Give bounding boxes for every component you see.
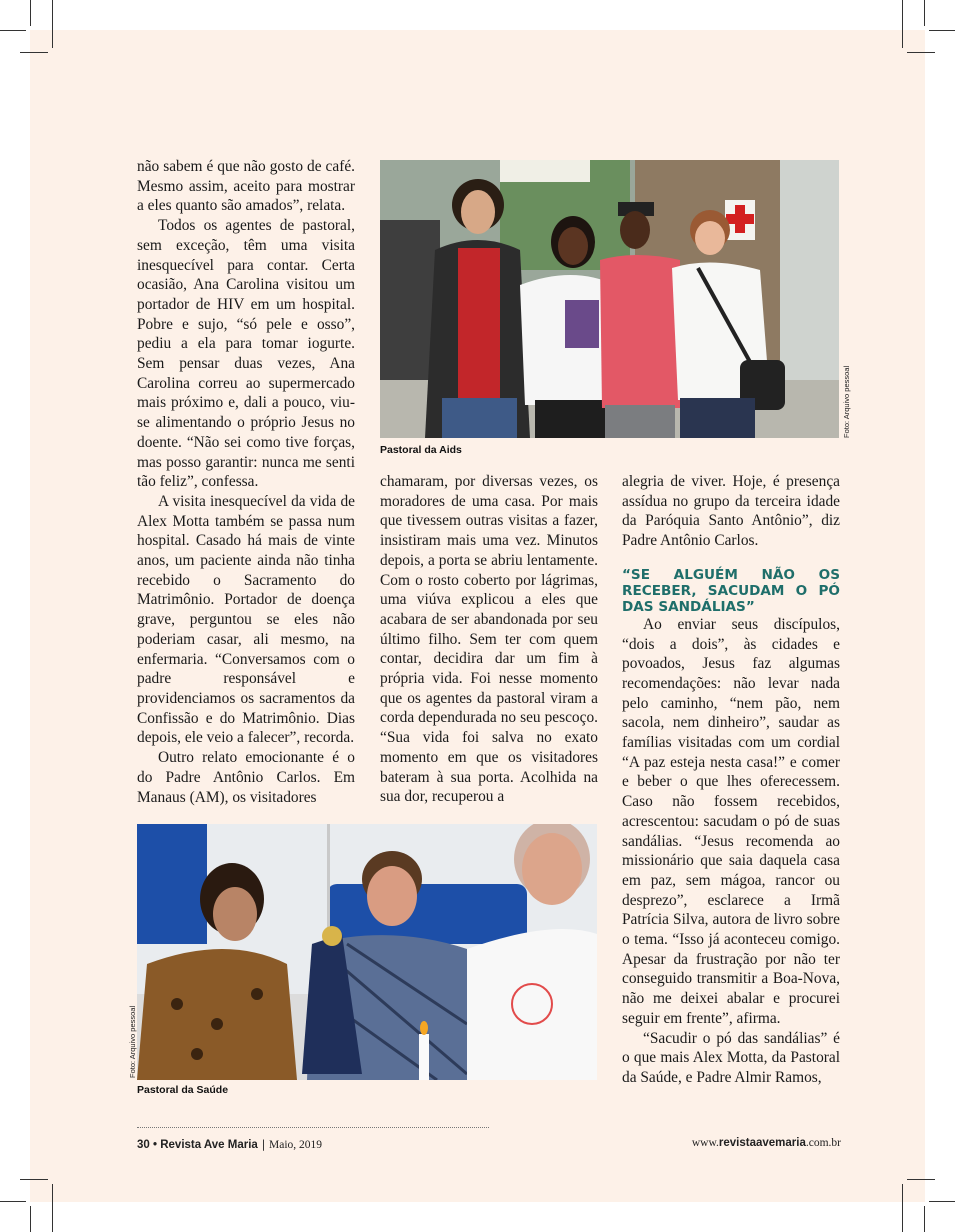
- crop-mark: [52, 1184, 53, 1232]
- crop-mark: [20, 1179, 48, 1180]
- crop-mark: [30, 1206, 31, 1232]
- text-column-3: [622, 472, 840, 1088]
- crop-mark: [52, 0, 53, 48]
- magazine-name: Revista Ave Maria: [160, 1139, 258, 1151]
- photo-caption: Pastoral da Saúde: [137, 1084, 229, 1096]
- crop-mark: [924, 0, 925, 26]
- crop-mark: [30, 0, 31, 26]
- photo-caption: Pastoral da Aids: [380, 444, 462, 456]
- pipe-separator: |: [257, 1137, 269, 1151]
- crop-mark: [902, 0, 903, 48]
- page-footer-left: [137, 1137, 322, 1151]
- paragraph: Outro relato emocionante é o do Padre Antônio Carlos. Em Manaus (AM), os visitadores: [137, 749, 355, 806]
- crop-mark: [929, 30, 955, 31]
- paragraph: chamaram, por diversas vezes, os moradores de uma casa. Por mais que tivessem outras visitas a fazer, insistiram mais uma vez. Minutos depois, a porta se abriu lentamente. Com o rosto coberto por lágrimas, uma viúva explicou a eles que acabara de ser abandonada por seu último filho. Sem ter com quem contar, decidira dar um fim à própria vida. Foi nesse momento que os agentes da pastoral viram a corda dependurada no seu pescoço. “Sua vida foi salva no exato momento em que os visitadores bateram à sua porta. Acolhida na sua dor, recuperou a: [380, 473, 598, 806]
- issue-date: Maio, 2019: [269, 1139, 323, 1151]
- url-prefix: www.: [691, 1137, 719, 1149]
- crop-mark: [0, 1201, 26, 1202]
- bullet-separator: •: [149, 1139, 161, 1151]
- crop-mark: [929, 1201, 955, 1202]
- crop-mark: [902, 1184, 903, 1232]
- hospital-photo-image: [137, 824, 597, 1080]
- crop-mark: [924, 1206, 925, 1232]
- crop-mark: [0, 30, 26, 31]
- crop-mark: [20, 52, 48, 53]
- footer-divider: [137, 1127, 489, 1128]
- paragraph: A visita inesquecível da vida de Alex Motta também se passa num hospital. Casado há mais de vinte anos, um paciente ainda não tinha recebido o Sacramento do Matrimônio. Portador de doença grave, perguntou se eles não poderiam casar, ali mesmo, na enfermaria. “Conversamos com o padre responsável e providenciamos os sacramentos da Confissão e do Matrimônio. Dias depois, ele veio a falecer”, recorda.: [137, 492, 355, 747]
- paragraph: não sabem é que não gosto de café. Mesmo assim, aceito para mostrar a eles quanto são amados”, relata.: [137, 158, 355, 215]
- url-domain: revistaavemaria: [718, 1137, 806, 1149]
- page-footer-right: [689, 1137, 841, 1149]
- paragraph: Todos os agentes de pastoral, sem exceção, têm uma visita inesquecível para contar. Certa ocasião, Ana Carolina visitou um portador de HIV em um hospital. Pobre e sujo, “só pele e osso”, pediu a ela para tomar iogurte. Sem pensar duas vezes, Ana Carolina correu ao supermercado mais próximo e, dali a pouco, viu-se alimentando o próprio Jesus no doente. “Não sei como tive forças, mas posso garantir: nunca me senti tão feliz”, confessa.: [137, 217, 355, 491]
- text-column-1: [137, 157, 355, 807]
- photo-pastoral-aids: [380, 160, 839, 438]
- photo-credit: Foto: Arquivo pessoal: [842, 365, 851, 438]
- text-column-2: [380, 472, 598, 807]
- photo-pastoral-saude: [137, 824, 597, 1080]
- section-heading: “SE ALGUÉM NÃO OS RECEBER, SACUDAM O PÓ DAS SANDÁLIAS”: [622, 566, 840, 615]
- paragraph: alegria de viver. Hoje, é presença assídua no grupo da terceira idade da Paróquia Santo Antônio”, diz Padre Antônio Carlos.: [622, 473, 840, 550]
- photo-credit: Foto: Arquivo pessoal: [128, 1005, 137, 1078]
- paragraph: Ao enviar seus discípulos, “dois a dois”, às cidades e povoados, Jesus faz algumas recomendações: não levar nada pelo caminho, “nem pão, nem sacola, nem dinheiro”, saudar as famílias visitadas com um cordial “A paz esteja nesta casa!” e comer e beber o que lhes oferecessem. Caso não fossem recebidos, acrescentou: sacudam o pó de suas sandálias. “Jesus recomenda ao missionário que saia daquela casa em paz, sem mágoa, rancor ou desprezo”, esclarece a Irmã Patrícia Silva, autora de livro sobre o tema. “Isso já aconteceu comigo. Apesar da frustração por não ter conseguido transmitir a Boa-Nova, não me deixei abalar e procurei seguir em frente”, afirma.: [622, 615, 840, 1027]
- crop-mark: [907, 1179, 935, 1180]
- paragraph: “Sacudir o pó das sandálias” é o que mais Alex Motta, da Pastoral da Saúde, e Padre Almir Ramos,: [622, 1029, 840, 1086]
- group-photo-image: [380, 160, 839, 438]
- crop-mark: [907, 52, 935, 53]
- url-suffix: .com.br: [805, 1137, 841, 1149]
- page-number: 30: [137, 1139, 150, 1151]
